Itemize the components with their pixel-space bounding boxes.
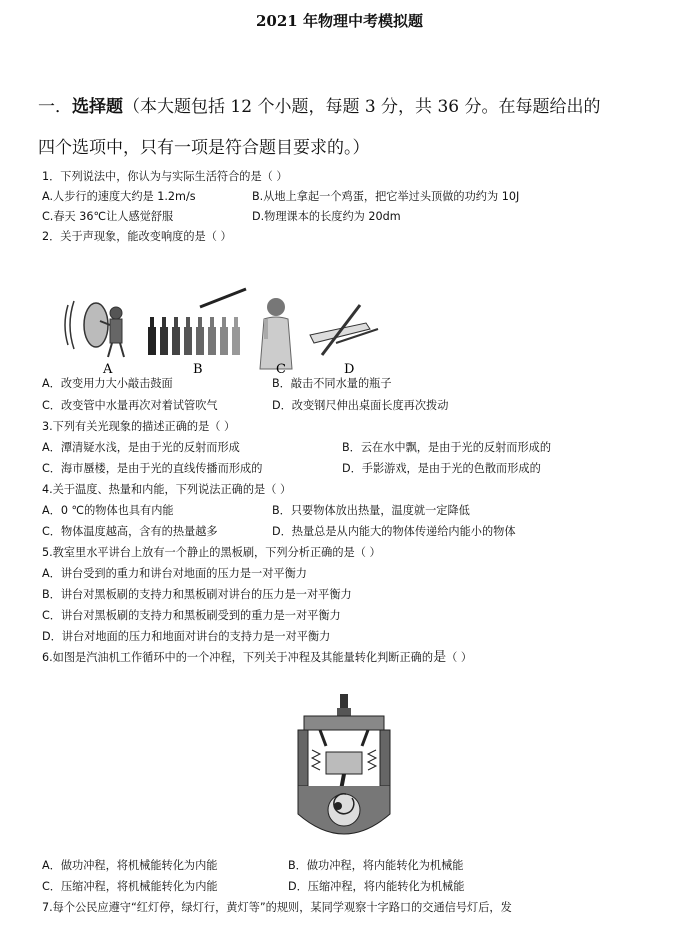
q6-stem-tail: 是 <box>433 650 447 665</box>
q2-sound-figure <box>60 285 380 375</box>
section-name: 选择题 <box>72 97 123 117</box>
q2-stem: 2．关于声现象，能改变响度的是（ ） <box>42 230 232 243</box>
q5-option-b: B．讲台对黑板刷的支持力和黑板刷对讲台的压力是一对平衡力 <box>42 588 352 601</box>
q2-option-d: D．改变钢尺伸出桌面长度再次拨动 <box>272 399 449 412</box>
q7-stem: 7.每个公民应遵守“红灯停，绿灯行，黄灯等”的规则，某同学观察十字路口的交通信号灯后，发 <box>42 901 512 914</box>
q3-option-a: A．潭清疑水浅，是由于光的反射而形成 <box>42 441 240 454</box>
q6-stem <box>42 651 472 665</box>
q6-option-a: A．做功冲程，将机械能转化为内能 <box>42 859 218 872</box>
q1-option-c: C.春天 36℃让人感觉舒服 <box>42 210 174 223</box>
q1-option-a: A.人步行的速度大约是 1.2m/s <box>42 190 196 203</box>
ruler-figure <box>310 305 378 355</box>
section-number: 一． <box>38 97 72 117</box>
section-desc-line1: （本大题包括 12 个小题，每题 3 分，共 36 分。在每题给出的 <box>123 97 601 117</box>
section-desc-line2: 四个选项中，只有一项是符合题目要求的。） <box>38 138 370 158</box>
q3-stem: 3.下列有关光现象的描述正确的是（ ） <box>42 420 236 433</box>
drum-figure <box>65 301 124 357</box>
q1-stem: 1．下列说法中，你认为与实际生活符合的是（ ） <box>42 170 288 183</box>
q4-option-a: A．0 ℃的物体也具有内能 <box>42 504 174 517</box>
fig-label-b: B <box>193 362 203 375</box>
q1-option-b: B.从地上拿起一个鸡蛋，把它举过头顶做的功约为 10J <box>252 190 520 203</box>
q2-option-b: B．敲击不同水量的瓶子 <box>272 377 392 390</box>
q4-option-c: C．物体温度越高，含有的热量越多 <box>42 525 218 538</box>
q2-option-a: A．改变用力大小敲击鼓面 <box>42 377 173 390</box>
q5-stem: 5.教室里水平讲台上放有一个静止的黑板刷，下列分析正确的是（ ） <box>42 546 381 559</box>
q5-option-a: A．讲台受到的重力和讲台对地面的压力是一对平衡力 <box>42 567 307 580</box>
q6-option-c: C．压缩冲程，将机械能转化为内能 <box>42 880 218 893</box>
q6-option-d: D．压缩冲程，将内能转化为机械能 <box>288 880 465 893</box>
engine-figure <box>290 694 400 844</box>
q4-option-b: B．只要物体放出热量，温度就一定降低 <box>272 504 470 517</box>
page-title: 2021 年物理中考模拟题 <box>256 12 423 30</box>
section-heading <box>38 92 601 117</box>
q4-stem: 4.关于温度、热量和内能，下列说法正确的是（ ） <box>42 483 292 496</box>
bottles-figure <box>148 289 246 355</box>
person-figure <box>260 298 292 369</box>
q4-option-d: D．热量总是从内能大的物体传递给内能小的物体 <box>272 525 516 538</box>
q3-option-c: C．海市蜃楼，是由于光的直线传播而形成的 <box>42 462 263 475</box>
q2-option-c: C．改变管中水量再次对着试管吹气 <box>42 399 218 412</box>
fig-label-d: D <box>344 362 355 375</box>
q6-stem-main: 6.如图是汽油机工作循环中的一个冲程，下列关于冲程及其能量转化判断正确的 <box>42 651 434 664</box>
q3-option-d: D．手影游戏，是由于光的色散而形成的 <box>342 462 541 475</box>
q3-option-b: B．云在水中飘，是由于光的反射而形成的 <box>342 441 552 454</box>
fig-label-a: A <box>103 362 113 375</box>
q5-option-c: C．讲台对黑板刷的支持力和黑板刷受到的重力是一对平衡力 <box>42 609 341 622</box>
q1-option-d: D.物理课本的长度约为 20dm <box>252 210 401 223</box>
fig-label-c: C <box>276 362 286 375</box>
q5-option-d: D．讲台对地面的压力和地面对讲台的支持力是一对平衡力 <box>42 630 331 643</box>
q6-option-b: B．做功冲程，将内能转化为机械能 <box>288 859 464 872</box>
q6-stem-paren: （ ） <box>446 651 473 664</box>
